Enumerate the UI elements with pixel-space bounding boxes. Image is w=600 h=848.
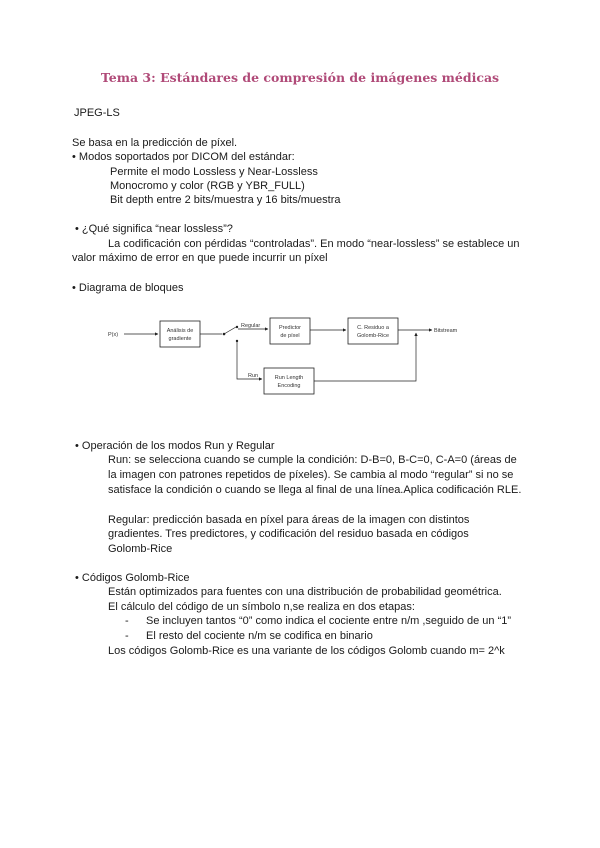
block-diagram xyxy=(100,296,480,406)
gradient-block-label: gradiente xyxy=(168,336,192,342)
predictor-block-label: Predictor xyxy=(278,325,302,331)
near-lossless-line: valor máximo de error en que puede incurrir un píxel xyxy=(72,252,328,264)
intro-text: Se basa en la predicción de píxel. xyxy=(72,137,238,149)
switch-node xyxy=(236,340,238,342)
run-line: Run: se selecciona cuando se cumple la condición: D-B=0, B-C=0, C-A=0 (áreas de xyxy=(108,454,517,466)
regular-label: Regular xyxy=(241,323,261,329)
modes-item: Monocromo y color (RGB y YBR_FULL) xyxy=(110,180,305,192)
dash-symbol: - xyxy=(125,630,129,642)
gradient-block xyxy=(160,321,200,347)
golomb-block-label: C. Residuo a xyxy=(357,325,389,331)
subtitle: JPEG-LS xyxy=(74,107,120,119)
regular-line: Regular: predicción basada en píxel para áreas de la imagen con distintos xyxy=(108,514,470,526)
golomb-block xyxy=(348,318,398,344)
near-lossless-heading: • ¿Qué significa “near lossless”? xyxy=(75,223,233,235)
input-label: P(x) xyxy=(108,332,119,338)
golomb-line: El cálculo del código de un símbolo n,se realiza en dos etapas: xyxy=(108,601,415,613)
golomb-last-line: Los códigos Golomb-Rice es una variante de los códigos Golomb cuando m= 2^k xyxy=(108,645,505,657)
rle-block-label: Run Length xyxy=(274,375,304,381)
golomb-line: Están optimizados para fuentes con una distribución de probabilidad geométrica. xyxy=(108,586,502,598)
switch-node xyxy=(236,326,238,328)
near-lossless-line: La codificación con pérdidas “controladas”. En modo “near-lossless” se establece un xyxy=(108,238,520,250)
dash-symbol: - xyxy=(125,615,129,627)
regular-line: Golomb-Rice xyxy=(108,543,173,555)
predictor-block xyxy=(270,318,310,344)
golomb-dash-item: Se incluyen tantos “0” como indica el cociente entre n/m ,seguido de un “1” xyxy=(146,615,512,627)
rle-block xyxy=(264,368,314,394)
gradient-block-label: Análisis de xyxy=(166,328,194,334)
golomb-dash-item: El resto del cociente n/m se codifica en binario xyxy=(146,630,373,642)
page-title: Tema 3: Estándares de compresión de imágenes médicas xyxy=(100,70,500,85)
run-line: la imagen con patrones repetidos de píxeles). Se cambia al modo “regular” si no se xyxy=(108,469,514,481)
rle-block-label: Encoding xyxy=(277,383,301,389)
golomb-heading: • Códigos Golomb-Rice xyxy=(75,572,190,584)
run-line: satisface la condición o cuando se llega al final de una línea.Aplica codificación RLE. xyxy=(108,484,522,496)
output-label: Bitstream xyxy=(434,328,458,334)
modes-heading: • Modos soportados por DICOM del estándar: xyxy=(72,151,295,163)
predictor-block-label: de píxel xyxy=(280,333,300,339)
golomb-block-label: Golomb-Rice xyxy=(356,333,390,339)
diagram-heading: • Diagrama de bloques xyxy=(72,282,184,294)
modes-item: Permite el modo Lossless y Near-Lossless xyxy=(110,166,318,178)
run-label: Run xyxy=(248,373,259,379)
regular-line: gradientes. Tres predictores, y codificación del residuo basada en códigos xyxy=(108,528,469,540)
operation-heading: • Operación de los modos Run y Regular xyxy=(75,440,275,452)
modes-item: Bit depth entre 2 bits/muestra y 16 bits/muestra xyxy=(110,194,341,206)
switch-arm xyxy=(224,327,236,334)
